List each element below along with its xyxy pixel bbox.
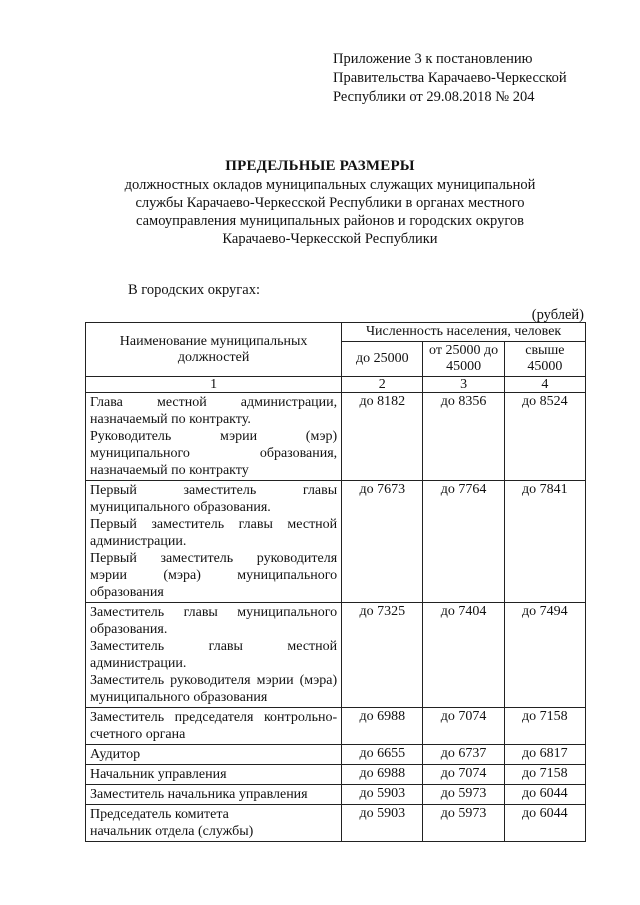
appendix-line: Правительства Карачаево-Черкесской: [333, 70, 567, 86]
salary-value: до 6044: [504, 805, 585, 842]
salary-value: до 6988: [342, 765, 423, 785]
salary-table: [85, 322, 586, 842]
salary-value: до 5903: [342, 805, 423, 842]
position-name: Заместитель руководителя мэрии (мэра) муниципального образования: [90, 673, 338, 705]
salary-value: до 7764: [423, 481, 504, 603]
table-row: [86, 393, 586, 481]
salary-value: до 8182: [342, 393, 423, 481]
appendix-reference: [333, 50, 567, 107]
salary-value: до 7074: [423, 765, 504, 785]
index-row: [86, 377, 586, 393]
table-row: [86, 745, 586, 765]
index-cell: 4: [504, 377, 585, 393]
document-title: ПРЕДЕЛЬНЫЕ РАЗМЕРЫ: [225, 158, 415, 174]
section-lead: В городских округах:: [128, 282, 260, 298]
position-name: Заместитель главы местной администрации.: [90, 639, 338, 671]
header-position-name: Наименование муниципальных должностей: [86, 323, 342, 377]
salary-value: до 5973: [423, 785, 504, 805]
index-cell: 3: [423, 377, 504, 393]
position-name: Заместитель главы муниципального образования.: [90, 605, 338, 637]
position-name: Первый заместитель главы муниципального образования.: [90, 483, 338, 515]
appendix-line: Республики от 29.08.2018 № 204: [333, 89, 535, 105]
salary-value: до 5973: [423, 805, 504, 842]
position-name-cell: [86, 393, 342, 481]
position-name-cell: [86, 745, 342, 765]
table-row: [86, 765, 586, 785]
salary-value: до 7325: [342, 603, 423, 708]
position-name: начальник отдела (службы): [90, 824, 254, 839]
header-col-small: до 25000: [342, 342, 423, 377]
salary-value: до 6044: [504, 785, 585, 805]
subtitle-line: службы Карачаево-Черкесской Республики в органах местного: [135, 195, 525, 211]
position-name-cell: [86, 603, 342, 708]
position-name: Председатель комитета: [90, 807, 229, 822]
position-name: Начальник управления: [90, 767, 227, 782]
salary-value: до 6655: [342, 745, 423, 765]
position-name-cell: [86, 481, 342, 603]
appendix-line: Приложение 3 к постановлению: [333, 51, 533, 67]
position-name: Глава местной администрации, назначаемый по контракту.: [90, 395, 338, 427]
table-row: [86, 481, 586, 603]
salary-value: до 6817: [504, 745, 585, 765]
position-name: Первый заместитель главы местной администрации.: [90, 517, 338, 549]
salary-value: до 6737: [423, 745, 504, 765]
position-name-cell: [86, 805, 342, 842]
header-col-medium: от 25000 до 45000: [423, 342, 504, 377]
table-row: [86, 805, 586, 842]
header-row: [86, 323, 586, 342]
position-name: Заместитель начальника управления: [90, 787, 308, 802]
table-row: [86, 708, 586, 745]
header-col-large: свыше 45000: [504, 342, 585, 377]
position-name: Руководитель мэрии (мэр) муниципального образования, назначаемый по контракту: [90, 429, 338, 478]
subtitle-line: самоуправления муниципальных районов и городских округов: [135, 213, 525, 229]
header-population: Численность населения, человек: [342, 323, 586, 342]
salary-value: до 7074: [423, 708, 504, 745]
position-name-cell: [86, 708, 342, 745]
table-row: [86, 785, 586, 805]
table-row: [86, 603, 586, 708]
subtitle-line: Карачаево-Черкесской Республики: [222, 231, 438, 247]
index-cell: 2: [342, 377, 423, 393]
salary-value: до 7158: [504, 765, 585, 785]
salary-value: до 6988: [342, 708, 423, 745]
salary-value: до 7673: [342, 481, 423, 603]
units-note: (рублей): [531, 307, 584, 323]
position-name-cell: [86, 785, 342, 805]
salary-value: до 7841: [504, 481, 585, 603]
salary-value: до 8356: [423, 393, 504, 481]
position-name: Первый заместитель руководителя мэрии (мэра) муниципального образования: [90, 551, 338, 600]
salary-value: до 5903: [342, 785, 423, 805]
salary-value: до 7404: [423, 603, 504, 708]
position-name: Заместитель председателя контрольно-счетного органа: [90, 710, 338, 742]
subtitle-line: должностных окладов муниципальных служащих муниципальной: [124, 177, 536, 193]
salary-value: до 8524: [504, 393, 585, 481]
salary-value: до 7494: [504, 603, 585, 708]
position-name-cell: [86, 765, 342, 785]
salary-value: до 7158: [504, 708, 585, 745]
index-cell: 1: [86, 377, 342, 393]
position-name: Аудитор: [90, 747, 141, 762]
document-subtitle: [95, 176, 565, 248]
